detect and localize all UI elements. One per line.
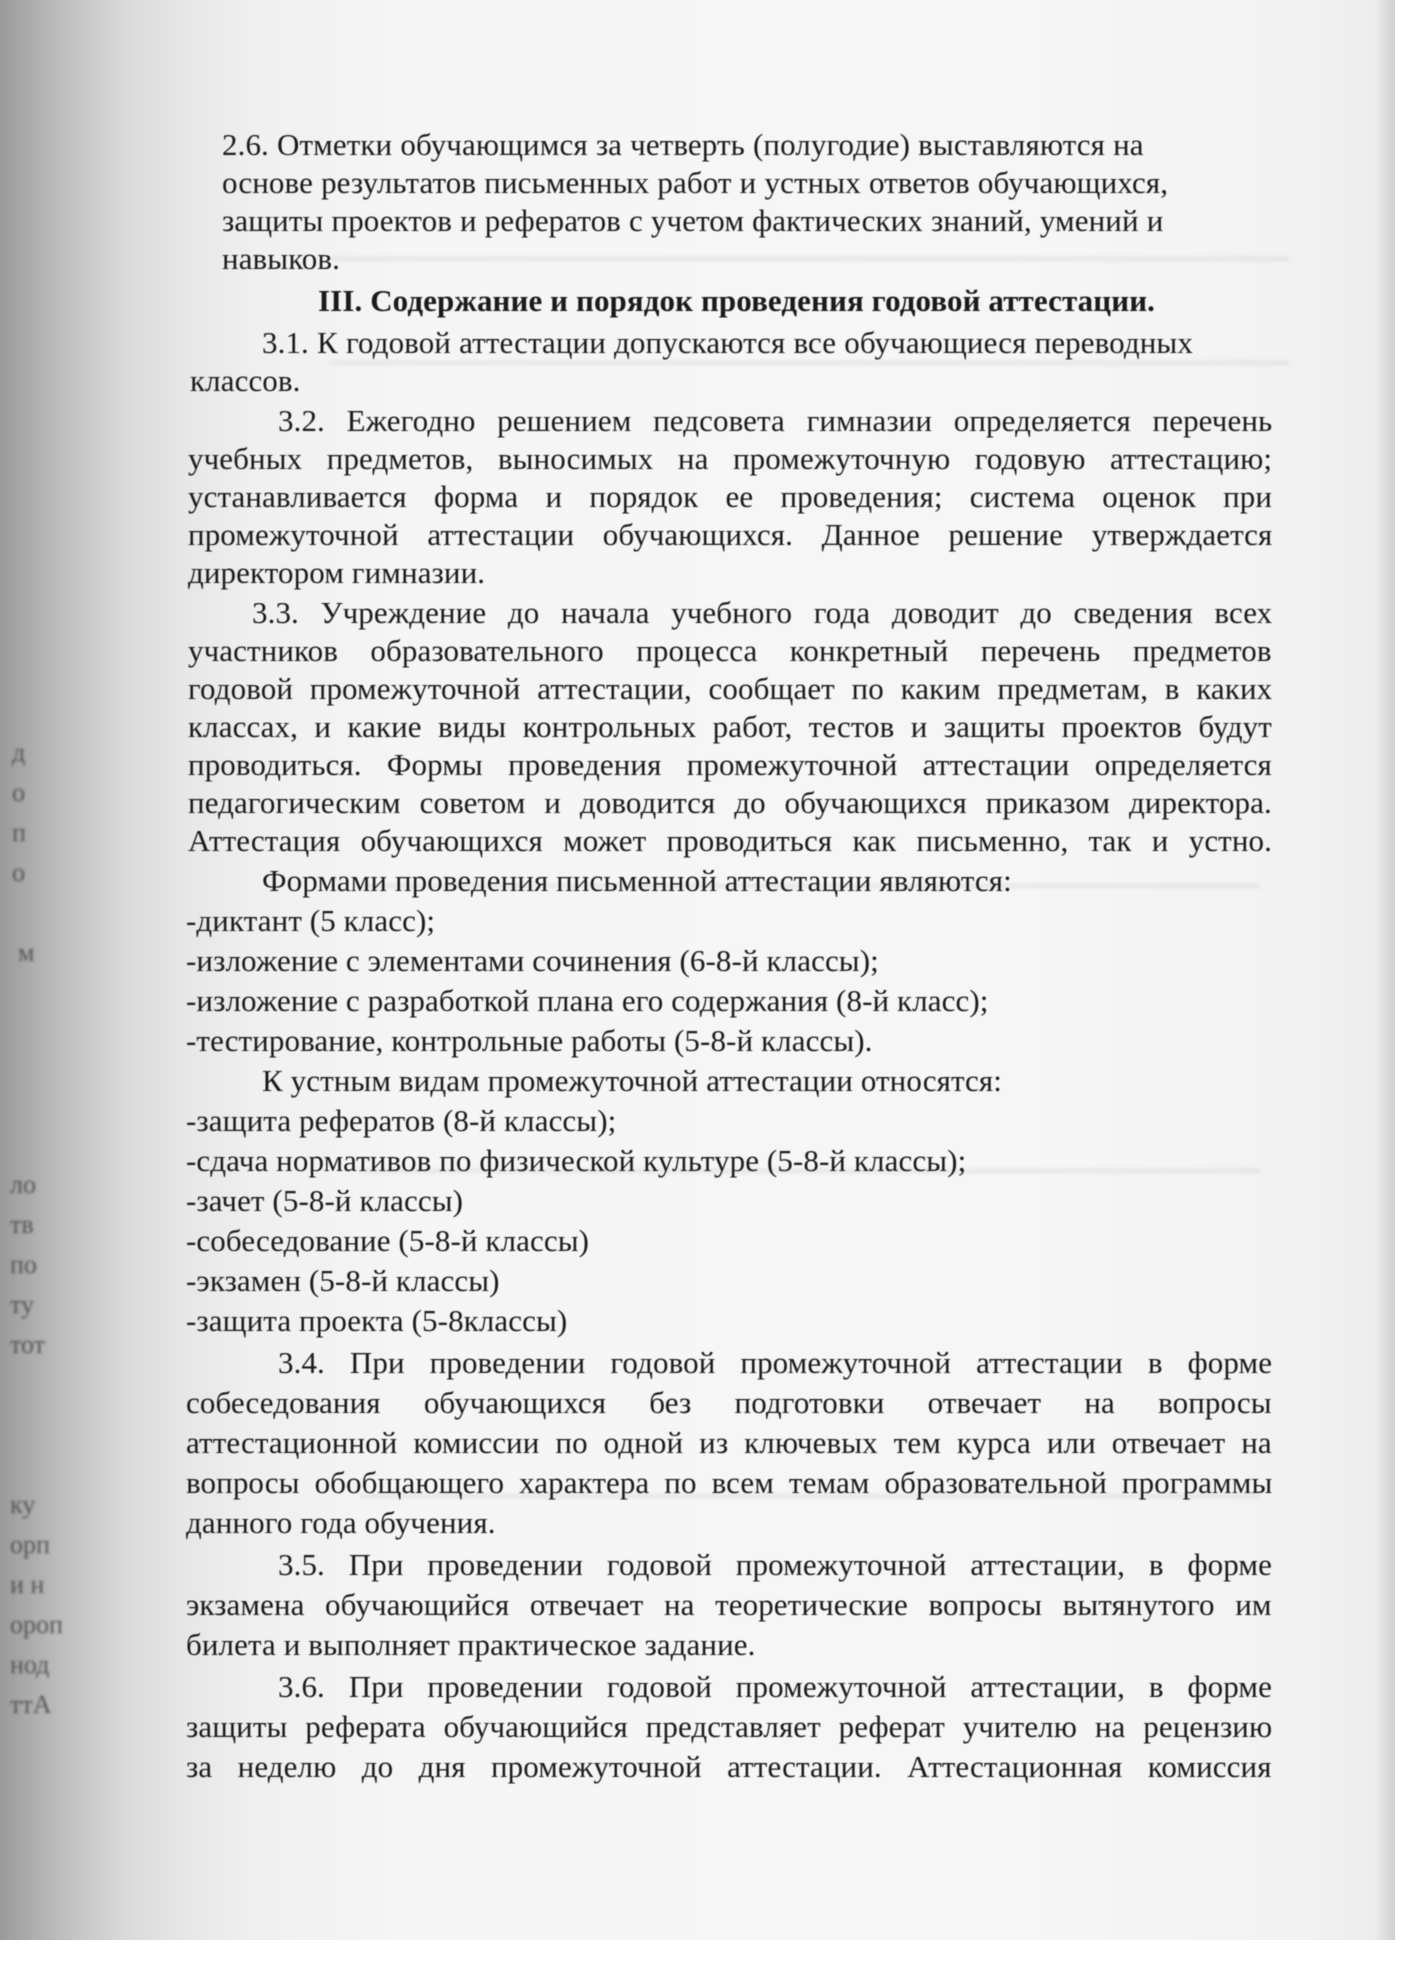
text-line: за неделю до дня промежуточной аттестации. Аттестационная комиссия (186, 1749, 1272, 1784)
text-line: основе результатов письменных работ и устных ответов обучающихся, (222, 165, 1169, 200)
section-heading: III. Содержание и порядок проведения годовой аттестации. (318, 283, 1156, 318)
text-line: данного года обучения. (186, 1505, 496, 1540)
text-line: классов. (190, 363, 301, 398)
text-line: защиты проектов и рефератов с учетом фактических знаний, умений и (222, 203, 1164, 238)
text-line: К устным видам промежуточной аттестации относятся: (262, 1063, 1002, 1098)
list-item: -изложение с элементами сочинения (6-8-й классы); (186, 943, 879, 978)
margin-fragment: по (10, 1250, 37, 1279)
text-line: Формами проведения письменной аттестации являются: (262, 863, 1012, 898)
text-line: классах, и какие виды контрольных работ, тестов и защиты проектов будут (188, 709, 1272, 744)
text-line: 3.3. Учреждение до начала учебного года доводит до сведения всех (252, 595, 1273, 630)
text-line: вопросы обобщающего характера по всем темам образовательной программы (186, 1465, 1273, 1500)
list-item: -изложение с разработкой плана его содержания (8-й класс); (186, 983, 989, 1018)
text-line: 3.1. К годовой аттестации допускаются все обучающиеся переводных (262, 325, 1193, 360)
text-line: Аттестация обучающихся может проводиться как письменно, так и устно. (188, 823, 1272, 858)
list-item: -сдача нормативов по физической культуре (5-8-й классы); (186, 1143, 967, 1178)
text-line: экзамена обучающийся отвечает на теоретические вопросы вытянутого им (186, 1587, 1272, 1622)
margin-fragment: о (12, 778, 25, 807)
list-item: -экзамен (5-8-й классы) (186, 1263, 500, 1298)
list-item: -диктант (5 класс); (186, 903, 436, 938)
margin-fragment: о (12, 858, 25, 887)
margin-fragment: ку (10, 1490, 36, 1519)
margin-fragment: и н (10, 1570, 45, 1599)
margin-fragment: тот (10, 1330, 46, 1359)
margin-fragment: м (18, 938, 35, 967)
text-line: учебных предметов, выносимых на промежуточную годовую аттестацию; (188, 441, 1273, 476)
margin-fragment: ло (10, 1170, 36, 1199)
margin-fragment: тв (10, 1210, 34, 1239)
text-line: участников образовательного процесса конкретный перечень предметов (188, 633, 1272, 668)
text-line: 3.6. При проведении годовой промежуточной аттестации, в форме (278, 1669, 1272, 1704)
text-line: 3.4. При проведении годовой промежуточной аттестации в форме (278, 1345, 1273, 1380)
bleed-through (330, 258, 1290, 274)
margin-fragment: п (12, 818, 26, 847)
text-line: 2.6. Отметки обучающимся за четверть (полугодие) выставляются на (222, 127, 1144, 162)
bleed-through (330, 362, 1290, 378)
text-line: проводиться. Формы проведения промежуточной аттестации определяется (188, 747, 1272, 782)
list-item: -зачет (5-8-й классы) (186, 1183, 464, 1218)
text-line: защиты реферата обучающийся представляет реферат учителю на рецензию (186, 1709, 1273, 1744)
text-line: навыков. (222, 241, 340, 276)
margin-fragment: нод (10, 1650, 50, 1679)
list-item: -защита проекта (5-8классы) (186, 1303, 568, 1338)
margin-fragment: орп (10, 1530, 50, 1559)
scan-border (1395, 0, 1427, 1963)
margin-fragment: ороп (10, 1610, 63, 1639)
text-line: аттестационной комиссии по одной из ключевых тем курса или отвечает на (186, 1425, 1272, 1460)
list-item: -защита рефератов (8-й классы); (186, 1103, 617, 1138)
list-item: -собеседование (5-8-й классы) (186, 1223, 590, 1258)
text-line: директором гимназии. (188, 555, 486, 590)
text-line: собеседования обучающихся без подготовки отвечает на вопросы (186, 1385, 1272, 1420)
margin-fragment: ттА (10, 1690, 52, 1719)
text-line: билета и выполняет практическое задание. (186, 1627, 756, 1662)
text-line: 3.2. Ежегодно решением педсовета гимназии определяется перечень (278, 403, 1273, 438)
margin-fragment: д (12, 738, 26, 767)
list-item: -тестирование, контрольные работы (5-8-й классы). (186, 1023, 873, 1058)
text-line: устанавливается форма и порядок ее проведения; система оценок при (188, 479, 1273, 514)
text-line: педагогическим советом и доводится до обучающихся приказом директора. (188, 785, 1272, 820)
text-line: годовой промежуточной аттестации, сообщает по каким предметам, в каких (188, 671, 1273, 706)
text-line: промежуточной аттестации обучающихся. Данное решение утверждается (188, 517, 1273, 552)
margin-fragment: ту (10, 1290, 35, 1319)
text-line: 3.5. При проведении годовой промежуточной аттестации, в форме (278, 1547, 1272, 1582)
